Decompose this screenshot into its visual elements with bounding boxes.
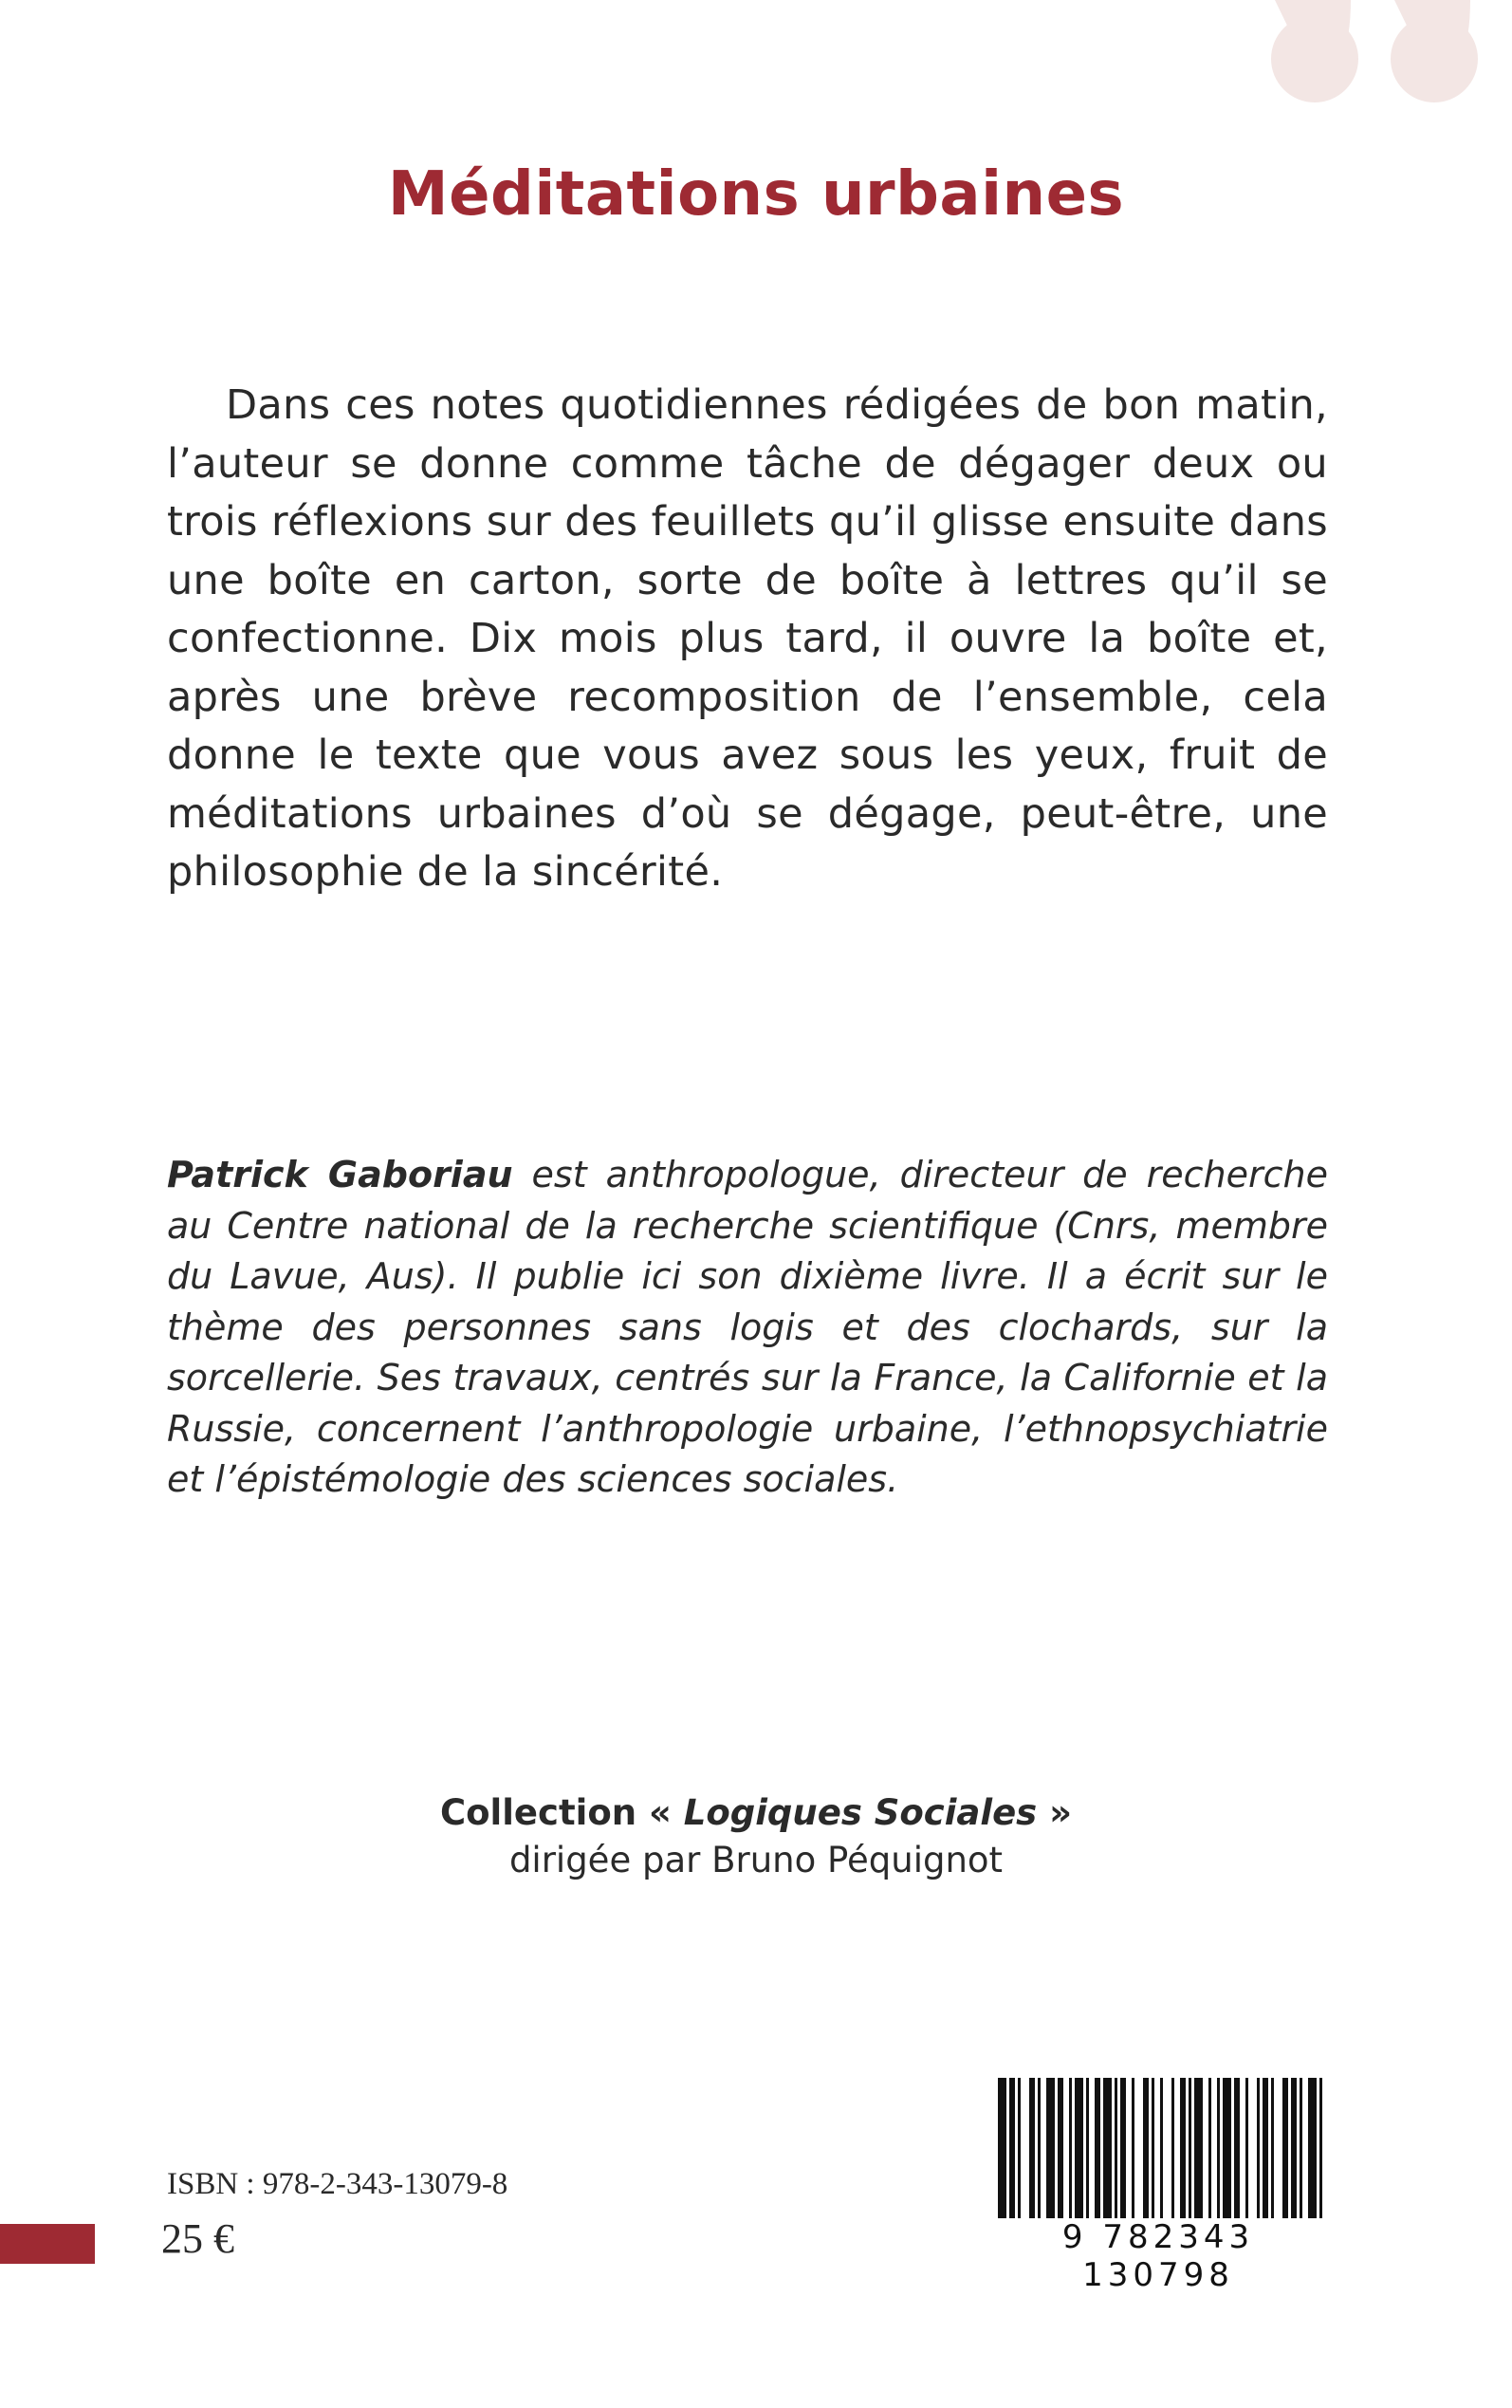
author-bio [167,1150,1328,1506]
barcode-bar [1319,2078,1322,2218]
barcode-bar [1103,2078,1112,2218]
collection-suffix: » [1037,1792,1072,1833]
barcode-bar [1009,2078,1015,2218]
author-bio-text: est anthropologue, directeur de recherche au Centre national de la recherche scientifique (Cnrs, membre du Lavue, Aus). Il publie ici son dixième livre. Il a écrit sur le thème des personnes sans logis et des clochards, sur la sorcellerie. Ses travaux, centrés sur la France, la Californie et la Russie, concernent l’anthropologie urbaine, l’ethnopsychiatrie et l’épistémologie des sciences sociales. [167,1154,1328,1500]
accent-bar [0,2224,95,2264]
barcode-bar [1029,2078,1035,2218]
barcode [986,2078,1330,2294]
collection-series: Logiques Sociales [683,1792,1038,1833]
author-name: Patrick Gaboriau [167,1154,513,1195]
barcode-bar [1308,2078,1317,2218]
price: 25 € [161,2215,234,2262]
collection-info [0,1789,1512,1884]
barcode-digits: 9 782343 130798 [1061,2218,1255,2294]
isbn: ISBN : 978-2-343-13079-8 [167,2167,508,2201]
barcode-bar [1194,2078,1203,2218]
barcode-bar [1115,2078,1117,2218]
barcode-bar [1263,2078,1268,2218]
barcode-bar [1208,2078,1211,2218]
collection-prefix: Collection « [439,1792,684,1833]
barcode-bar [1086,2078,1089,2218]
barcode-bar [998,2078,1006,2218]
barcode-bar [1058,2078,1063,2218]
barcode-bar [1152,2078,1154,2218]
barcode-bar [1160,2078,1163,2218]
barcode-bar [1143,2078,1149,2218]
barcode-bar [1171,2078,1174,2218]
barcode-bar [1223,2078,1231,2218]
barcode-bar [1234,2078,1240,2218]
barcode-bar [1300,2078,1302,2218]
barcode-bar [1282,2078,1288,2218]
collection-line [0,1789,1512,1837]
barcode-bar [1217,2078,1220,2218]
barcode-bar [1271,2078,1274,2218]
barcode-bar [1018,2078,1021,2218]
barcode-bar [1046,2078,1055,2218]
book-title: Méditations urbaines [387,159,1125,230]
barcode-bar [1180,2078,1186,2218]
collection-director: dirigée par Bruno Péquignot [508,1840,1004,1880]
barcode-bar [1132,2078,1134,2218]
barcode-bar [1245,2078,1248,2218]
barcode-icon [986,2078,1330,2220]
barcode-bar [1291,2078,1297,2218]
barcode-bar [1038,2078,1041,2218]
book-summary: Dans ces notes quotidiennes rédigées de bon matin, l’auteur se donne comme tâche de dégager deux ou trois réflexions sur des feuillets qu’il glisse ensuite dans une boîte en carton, sorte de boîte à lettres qu’il se confectionne. Dix mois plus tard, il ouvre la boîte et, après une brève recomposition de l’ensemble, cela donne le texte que vous avez sous les yeux, fruit de méditations urbaines d’où se dégage, peut-être, une philosophie de la sincérité. [167,381,1328,896]
barcode-bar [1257,2078,1260,2218]
barcode-bar [1069,2078,1072,2218]
barcode-bar [1189,2078,1191,2218]
barcode-bar [1095,2078,1100,2218]
barcode-bar [1120,2078,1126,2218]
barcode-bar [1075,2078,1083,2218]
